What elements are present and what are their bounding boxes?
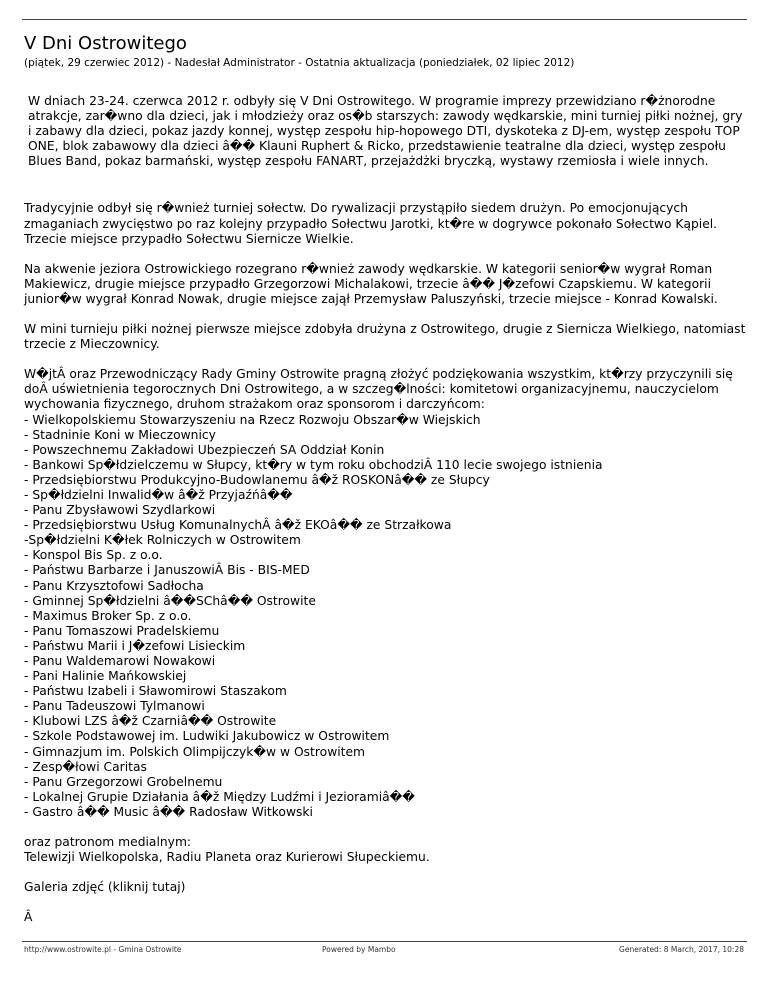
- paragraph-thanks: W�jtÂ oraz Przewodniczący Rady Gminy Ostrowite pragną złożyć podziękowania wszystkim, kt�rzy przyczynili się doÂ uświetnienia tegorocznych Dni Ostrowitego, a w szczeg�lności: komitetowi organizacyjnemu, nauczycielom wychowania fizycznego, druhom strażakom oraz sponsorom i darczyńcom:: [24, 367, 733, 412]
- paragraph-tournament: Tradycyjnie odbył się r�wnież turniej sołectw. Do rywalizacji przystąpiło siedem drużyn. Po emocjonujących zmaganiach zwycięstwo po raz kolejny przypadło Sołectwu Jarotki, kt�re w dogrywce pokonało Sołectwo Kąpiel. Trzecie miejsce przypadło Sołectwu Siernicze Wielkie.: [24, 201, 718, 246]
- footer-powered-by: Powered by Mambo: [322, 945, 396, 954]
- sponsor-item: - Panu Grzegorzowi Grobelnemu: [24, 774, 223, 789]
- sponsor-item: - Przedsiębiorstwu Produkcyjno-Budowlanemu â�ž ROSKONâ�� ze Słupcy: [24, 472, 490, 487]
- sponsor-item: - Bankowi Sp�łdzielczemu w Słupcy, kt�ry w tym roku obchodziÂ 110 lecie swojego istnienia: [24, 457, 603, 472]
- sponsor-item: - Powszechnemu Zakładowi Ubezpieczeń SA Oddział Konin: [24, 442, 385, 457]
- sponsor-item: - Gminnej Sp�łdzielni â��SChâ�� Ostrowite: [24, 593, 316, 608]
- sponsor-item: - Panu Zbysławowi Szydlarkowi: [24, 503, 216, 518]
- sponsor-item: - Gastro â�� Music â�� Radosław Witkowski: [24, 804, 313, 819]
- footer-divider: [22, 941, 747, 942]
- sponsor-item: - Państwu Marii i J�zefowi Lisieckim: [24, 638, 246, 653]
- sponsor-item: - Maximus Broker Sp. z o.o.: [24, 608, 192, 623]
- intro-paragraph: W dniach 23-24. czerwca 2012 r. odbyły się V Dni Ostrowitego. W programie imprezy przewidziano r�żnorodne atrakcje, zar�wno dla dzieci, jak i młodzieży oraz os�b starszych: zawody wędkarskie, mini turniej piłki nożnej, gry i zabawy dla dzieci, pokaz jazdy konnej, występ zespołu hip-hopowego DTI, dyskoteka z DJ-em, występ zespołu TOP ONE, blok zabawowy dla dzieci â�� Klauni Ruphert & Ricko, przedstawienie teatralne dla dzieci, występ zespołu Blues Band, pokaz barmański, występ zespołu FANART, przejażdżki bryczką, wystawy rzemiosła i wiele innych.: [28, 94, 743, 169]
- sponsor-item: - Pani Halinie Mańkowskiej: [24, 669, 187, 684]
- sponsor-item: - Lokalnej Grupie Działania â�ž Między Ludźmi i Jezioramiâ��: [24, 789, 415, 804]
- sponsor-item: - Panu Krzysztofowi Sadłocha: [24, 578, 204, 593]
- sponsor-item: - Panu Tadeuszowi Tylmanowi: [24, 699, 205, 714]
- sponsor-item: - Klubowi LZS â�ž Czarniâ�� Ostrowite: [24, 714, 277, 729]
- sponsor-item: - Panu Waldemarowi Nowakowi: [24, 654, 216, 668]
- media-patrons: Telewizji Wielkopolska, Radiu Planeta oraz Kurierowi Słupeckiemu.: [24, 850, 430, 865]
- sponsor-item: - Szkole Podstawowej im. Ludwiki Jakubowicz w Ostrowitem: [24, 729, 390, 744]
- sponsor-item: - Przedsiębiorstwu Usług KomunalnychÂ â�ž EKOâ�� ze Strzałkowa: [24, 518, 452, 533]
- article-body: [24, 94, 746, 925]
- footer-generated: Generated: 8 March, 2017, 10:28: [619, 945, 744, 954]
- sponsor-item: - Państwu Barbarze i JanuszowiÂ Bis - BIS-MED: [24, 563, 310, 578]
- top-divider: [22, 19, 747, 20]
- sponsor-list: [24, 413, 746, 821]
- sponsor-item: - Wielkopolskiemu Stowarzyszeniu na Rzecz Rozwoju Obszar�w Wiejskich: [24, 412, 481, 427]
- media-intro: oraz patronom medialnym:: [24, 835, 192, 850]
- sponsor-item: - Państwu Izabeli i Sławomirowi Staszakom: [24, 684, 287, 699]
- sponsor-item: - Sp�łdzielni Inwalid�w â�ž Przyjaźńâ��: [24, 487, 293, 502]
- sponsor-item: - Stadninie Koni w Mieczownicy: [24, 427, 216, 442]
- article-meta: (piątek, 29 czerwiec 2012) - Nadesłał Administrator - Ostatnia aktualizacja (poniedziałek, 02 lipiec 2012): [24, 57, 575, 69]
- sponsor-item: - Gimnazjum im. Polskich Olimpijczyk�w w Ostrowitem: [24, 744, 366, 759]
- footer-site-url[interactable]: http://www.ostrowite.pl - Gmina Ostrowite: [24, 945, 182, 954]
- stray-character: Â: [24, 910, 33, 925]
- sponsor-item: - Konspol Bis Sp. z o.o.: [24, 548, 163, 563]
- sponsor-item: - Zesp�łowi Caritas: [24, 759, 147, 774]
- gallery-link[interactable]: Galeria zdjęć (kliknij tutaj): [24, 880, 186, 895]
- paragraph-fishing: Na akwenie jeziora Ostrowickiego rozegrano r�wnież zawody wędkarskie. W kategorii senior�w wygrał Roman Makiewicz, drugie miejsce przypadło Grzegorzowi Michalakowi, trzecie â�� J�zefowi Czapskiemu. W kategorii junior�w wygrał Konrad Nowak, drugie miejsce zajął Przemysław Paluszyński, trzecie miejsce - Konrad Kowalski.: [24, 261, 718, 306]
- article-title: V Dni Ostrowitego: [24, 33, 187, 54]
- sponsor-item: - Panu Tomaszowi Pradelskiemu: [24, 623, 220, 638]
- article-header: [24, 33, 744, 70]
- paragraph-football: W mini turnieju piłki nożnej pierwsze miejsce zdobyła drużyna z Ostrowitego, drugie z Siernicza Wielkiego, natomiast trzecie z Mieczownicy.: [24, 322, 746, 352]
- sponsor-item: -Sp�łdzielni K�łek Rolniczych w Ostrowitem: [24, 533, 301, 548]
